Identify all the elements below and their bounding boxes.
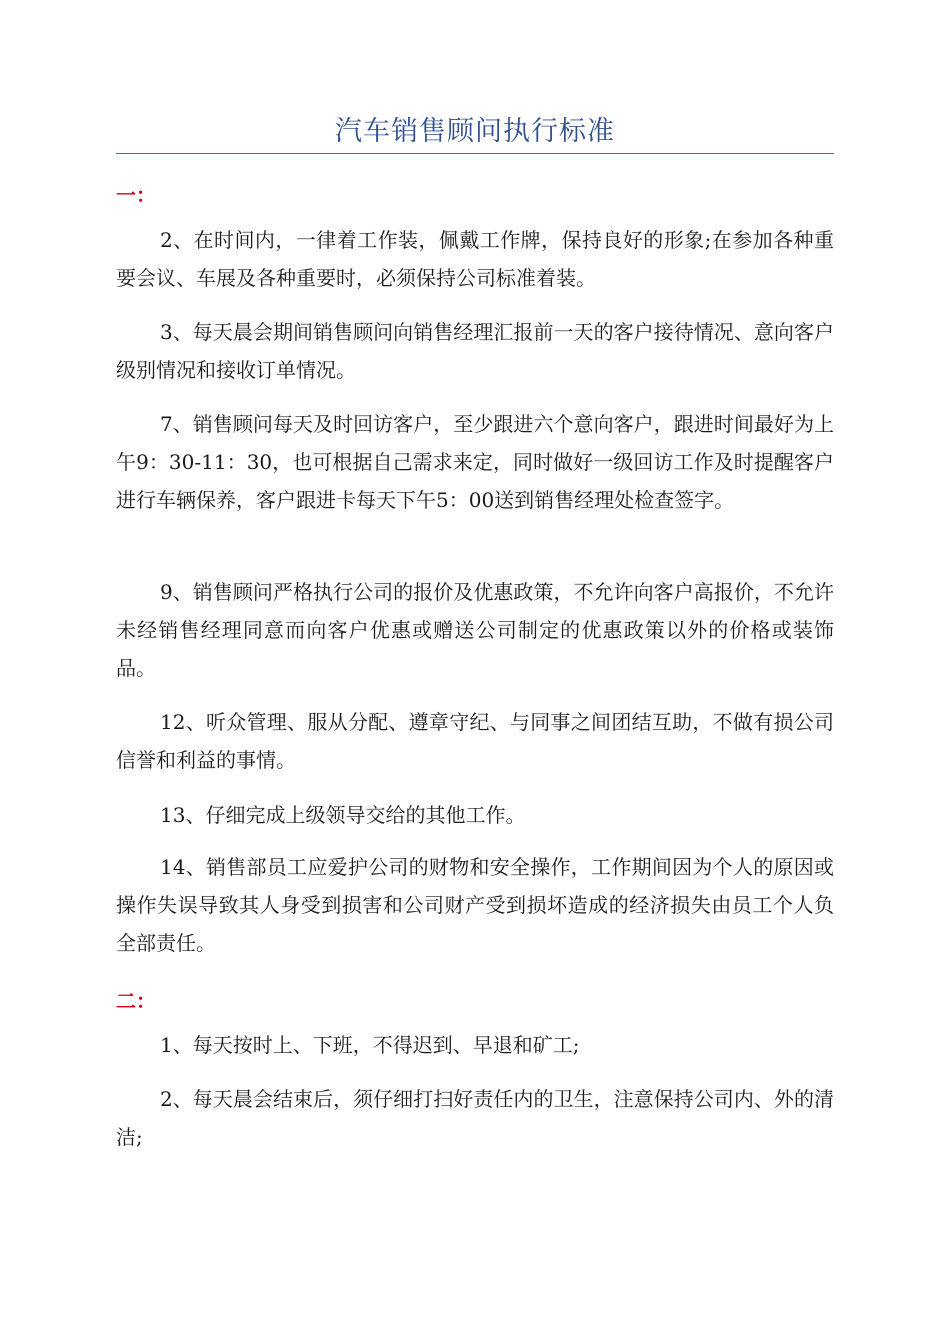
paragraph: 9、销售顾问严格执行公司的报价及优惠政策，不允许向客户高报价，不允许未经销售经理同意而向客户优惠或赠送公司制定的优惠政策以外的价格或装饰品。 bbox=[116, 580, 834, 680]
paragraph: 1、每天按时上、下班，不得迟到、早退和矿工; bbox=[160, 1033, 580, 1057]
paragraph: 14、销售部员工应爱护公司的财物和安全操作，工作期间因为个人的原因或操作失误导致其人身受到损害和公司财产受到损坏造成的经济损失由员工个人负全部责任。 bbox=[116, 855, 834, 955]
paragraph: 12、听众管理、服从分配、遵章守纪、与同事之间团结互助，不做有损公司信誉和利益的事情。 bbox=[116, 710, 834, 772]
paragraph: 2、在时间内，一律着工作装，佩戴工作牌，保持良好的形象;在参加各种重要会议、车展及各种重要时，必须保持公司标准着装。 bbox=[116, 228, 834, 290]
paragraph: 13、仔细完成上级领导交给的其他工作。 bbox=[160, 803, 526, 827]
title-underline bbox=[116, 153, 834, 154]
section-heading-2: 二： bbox=[116, 989, 156, 1013]
paragraph: 3、每天晨会期间销售顾问向销售经理汇报前一天的客户接待情况、意向客户级别情况和接收订单情况。 bbox=[116, 320, 834, 382]
document-title: 汽车销售顾问执行标准 bbox=[335, 116, 615, 147]
paragraph: 2、每天晨会结束后，须仔细打扫好责任内的卫生，注意保持公司内、外的清洁; bbox=[116, 1087, 834, 1149]
paragraph: 7、销售顾问每天及时回访客户，至少跟进六个意向客户，跟进时间最好为上午9：30-11：30，也可根据自己需求来定，同时做好一级回访工作及时提醒客户进行车辆保养，客户跟进卡每天下午5：00送到销售经理处检查签字。 bbox=[116, 412, 834, 512]
section-heading-1: 一： bbox=[116, 183, 156, 207]
